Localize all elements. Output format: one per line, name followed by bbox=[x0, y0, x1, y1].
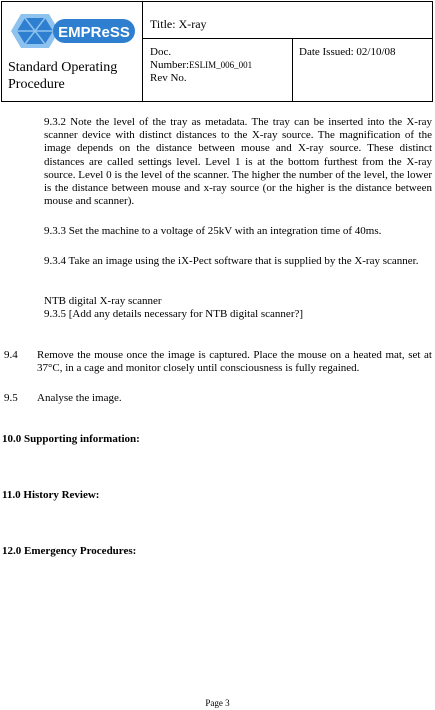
document-header bbox=[1, 1, 433, 102]
paragraph-9-3-4: 9.3.4 Take an image using the iX-Pect software that is supplied by the X-ray scanner. bbox=[44, 255, 419, 267]
paragraph-9-3-2: 9.3.2 Note the level of the tray as metadata. The tray can be inserted into the X-ray scanner device with distinct distances to the X-ray source. The magnification of the image depends on the distance between mouse and X-ray source. These distinct distances are called settings level. Level 1 is at the bottom furthest from the X-ray source. Level 0 is the level of the scanner. The higher the number of the level, the lower is the distance between mouse and x-ray source (or the higher is the distance between mouse and scanner). bbox=[44, 116, 432, 208]
number-label: Number: bbox=[150, 59, 190, 71]
empress-logo bbox=[9, 12, 137, 50]
document-title: Title: X-ray bbox=[150, 17, 207, 31]
procedure-label: Standard Operating Procedure bbox=[8, 60, 118, 92]
doc-label: Doc. bbox=[150, 46, 172, 58]
paragraph-9-3-5: 9.3.5 [Add any details necessary for NTB digital scanner?] bbox=[44, 308, 304, 320]
page-number: Page 3 bbox=[205, 698, 230, 708]
paragraph-9-3-3: 9.3.3 Set the machine to a voltage of 25kV with an integration time of 40ms. bbox=[44, 225, 382, 237]
item-text-9-5: Analyse the image. bbox=[37, 392, 122, 404]
header-divider bbox=[292, 38, 293, 101]
ntb-scanner-line: NTB digital X-ray scanner bbox=[44, 295, 162, 307]
item-number-9-4: 9.4 bbox=[4, 349, 18, 361]
logo-text: EMPReSS bbox=[58, 24, 130, 41]
doc-number-row bbox=[150, 59, 252, 72]
heading-history-review: 11.0 History Review: bbox=[2, 489, 100, 501]
item-text-9-4: Remove the mouse once the image is captured. Place the mouse on a heated mat, set at 37°C, in a cage and monitor closely until consciousness is fully regained. bbox=[37, 349, 432, 375]
doc-number-block bbox=[150, 46, 252, 85]
heading-supporting-information: 10.0 Supporting information: bbox=[2, 433, 140, 445]
rev-label: Rev No. bbox=[150, 72, 187, 84]
heading-emergency-procedures: 12.0 Emergency Procedures: bbox=[2, 545, 137, 557]
header-divider bbox=[142, 38, 432, 39]
item-number-9-5: 9.5 bbox=[4, 392, 18, 404]
date-issued: Date Issued: 02/10/08 bbox=[299, 46, 396, 58]
header-divider bbox=[142, 2, 143, 101]
doc-number: ESLIM_006_001 bbox=[189, 60, 253, 70]
